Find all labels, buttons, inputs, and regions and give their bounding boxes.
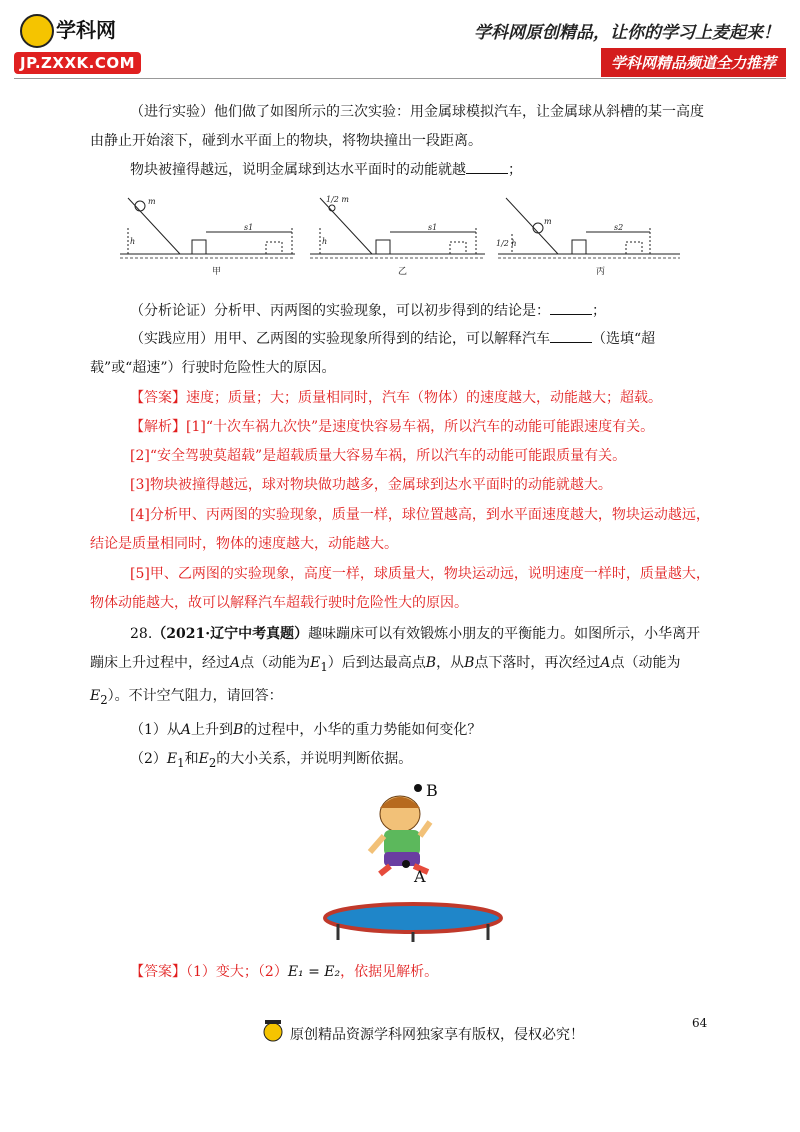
label-bing: 丙: [596, 267, 606, 277]
label-half-m: 1/2 m: [326, 195, 350, 204]
paragraph-question-1: 物块被撞得越远，说明金属球到达水平面时的动能就越 ；: [130, 162, 522, 178]
footer-mascot-icon: [262, 1018, 284, 1046]
answer-blank: [550, 302, 592, 315]
label-jia: 甲: [212, 267, 222, 277]
label-m-1: m: [148, 197, 156, 206]
question-28: 28.（2021·辽宁中考真题）趣味蹦床可以有效锻炼小朋友的平衡能力。如图所示，小华离开蹦床上升过程中，经过A点（动能为$E_1$）后到达最高点B，从B点下落时，再次经过A点（动能为$E_2$）。不计空气阻力，请回答：: [90, 626, 701, 707]
figure-label-A: A: [414, 867, 426, 886]
label-h-1: h: [130, 237, 136, 246]
label-s2: s2: [614, 223, 624, 232]
analysis-1: 【解析】[1]“十次车祸九次快”是速度快容易车祸，所以汽车的动能可能跟速度有关。: [130, 419, 655, 435]
footer-copyright: 原创精品资源学科网独家享有版权，侵权必究！: [290, 1027, 584, 1043]
page-number: 64: [692, 1016, 708, 1030]
paragraph-analysis: （分析论证）分析甲、丙两图的实验现象，可以初步得到的结论是： ；: [130, 303, 606, 319]
analysis-2: [2]“安全驾驶莫超载”是超载质量大容易车祸，所以汽车的动能可能跟质量有关。: [130, 448, 627, 464]
label-s1-2: s1: [428, 223, 438, 232]
label-h-2: h: [322, 237, 328, 246]
logo-mascot-icon: [20, 14, 54, 48]
label-m-3: m: [544, 217, 552, 226]
figure-label-B: B: [426, 781, 438, 800]
answer-blank: [550, 330, 592, 343]
label-s1-1: s1: [244, 223, 254, 232]
header-channel-banner: 学科网精品频道全力推荐: [601, 48, 786, 77]
analysis-4: [4]分析甲、丙两图的实验现象，质量一样，球位置越高，到水平面速度越大，物块运动越远，结论是质量相同时，物体的速度越大，动能越大。: [90, 507, 710, 552]
experiment-diagram: [120, 192, 700, 280]
header-divider: [14, 78, 786, 79]
analysis-5: [5]甲、乙两图的实验现象，高度一样，球质量大，物块运动远，说明速度一样时，质量越大，物体动能越大，故可以解释汽车超载行驶时危险性大的原因。: [90, 566, 710, 611]
paragraph-experiment: （进行实验）他们做了如图所示的三次实验：用金属球模拟汽车，让金属球从斜槽的某一高度由静止开始滚下，碰到水平面上的物块，将物块撞出一段距离。: [90, 104, 704, 149]
logo-text: 学科网: [56, 18, 116, 42]
sub-question-2: $(2)E_1$和$E_2$的大小关系，并说明判断依据。: [130, 751, 413, 770]
answer-27: 【答案】速度；质量；大；质量相同时，汽车（物体）的速度越大，动能越大；超载。: [130, 390, 662, 406]
paragraph-application: （实践应用）用甲、乙两图的实验现象所得到的结论，可以解释汽车 （选填“超载”或“超速”）行驶时危险性大的原因。: [90, 331, 656, 376]
label-half-h: 1/2 h: [496, 239, 517, 248]
header-slogan: 学科网原创精品，让你的学习上麦起来！: [474, 23, 780, 43]
trampoline-illustration: [318, 778, 508, 943]
label-yi: 乙: [398, 267, 408, 277]
logo-url[interactable]: JP.ZXXK.COM: [14, 52, 141, 74]
analysis-3: [3]物块被撞得越远，球对物块做功越多，金属球到达水平面时的动能就越大。: [130, 477, 612, 493]
answer-blank: [466, 161, 508, 174]
answer-28: 【答案】（1）变大；（2）E₁ = E₂，依据见解析。: [130, 964, 439, 980]
sub-question-1: （1）从A上升到B的过程中，小华的重力势能如何变化？: [130, 722, 482, 738]
